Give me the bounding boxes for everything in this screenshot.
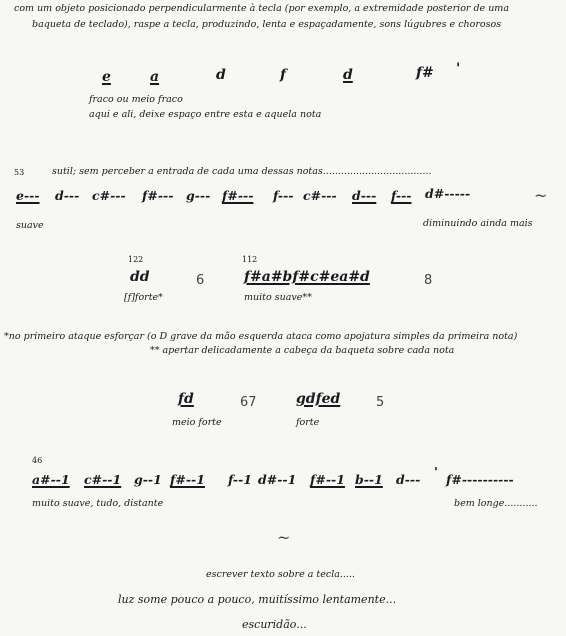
tilde-mark: ~ (277, 528, 291, 547)
dynamic-label: forte (296, 417, 320, 428)
repeat-count: 5 (376, 395, 385, 410)
ending-line-1: escrever texto sobre a tecla..... (206, 569, 355, 580)
note: d (343, 67, 353, 83)
note: d--- (55, 188, 80, 203)
repeat-count: 6 (196, 273, 205, 288)
note: f#--- (222, 188, 254, 203)
dynamic-label: muito suave, tudo, distante (32, 498, 164, 509)
note: f--1 (228, 472, 253, 487)
accent-mark: ' (456, 61, 461, 77)
measure-number: 53 (14, 168, 25, 177)
measure-number: 122 (128, 255, 144, 264)
note: f# (416, 65, 434, 81)
note: a#--1 (32, 472, 70, 487)
note: f#---------- (446, 472, 514, 487)
note: g--- (186, 188, 211, 203)
footnote-1: *no primeiro ataque esforçar (o D grave da mão esquerda ataca como apojatura simples da primeira nota) (4, 331, 518, 342)
footnote-2: ** apertar delicadamente a cabeça da baqueta sobre cada nota (150, 345, 455, 356)
note: d (216, 67, 226, 83)
chord: dd (130, 269, 150, 285)
instruction-text: sutil; sem perceber a entrada de cada uma dessas notas.................................... (52, 166, 432, 177)
note: c#--1 (84, 472, 122, 487)
note: c#--- (303, 188, 337, 203)
accent-mark: ' (434, 464, 438, 479)
ending-line-2: luz some pouco a pouco, muitíssimo lentamente... (118, 593, 397, 606)
repeat-count: 8 (424, 273, 433, 288)
intro-line-1: com um objeto posicionado perpendicularmente à tecla (por exemplo, a extremidade posterior de uma (14, 3, 509, 14)
note: f#--- (142, 188, 174, 203)
note: d#--1 (258, 472, 297, 487)
note: c#--- (92, 188, 126, 203)
dynamic-label: muito suave** (244, 292, 312, 303)
measure-number: 112 (242, 255, 258, 264)
chord: f#a#bf#c#ea#d (244, 269, 370, 285)
note: a (150, 69, 160, 85)
dynamic-label: fraco ou meio fraco (89, 94, 183, 105)
dynamic-label: [f]forte* (124, 292, 163, 303)
note: f--- (273, 188, 294, 203)
note: d--- (396, 472, 421, 487)
note: g--1 (134, 472, 162, 487)
intro-line-2: baqueta de teclado), raspe a tecla, produzindo, lenta e espaçadamente, sons lúgubres e chorosos (32, 19, 502, 30)
chord: gdfed (296, 391, 341, 407)
dynamic-label: meio forte (172, 417, 222, 428)
chord: fd (178, 391, 194, 407)
note: f--- (391, 188, 412, 203)
dynamic-label: bem longe........... (454, 498, 538, 509)
note: b--1 (355, 472, 383, 487)
dynamic-label: suave (16, 220, 44, 231)
note: f#--1 (310, 472, 345, 487)
tilde-mark: ~ (534, 186, 548, 205)
ending-line-3: escuridão... (242, 618, 307, 631)
repeat-count: 67 (240, 395, 257, 410)
note: f#--1 (170, 472, 205, 487)
note: e (102, 69, 111, 85)
measure-number: 46 (32, 456, 43, 465)
note: f (280, 67, 287, 83)
instruction-label: aqui e ali, deixe espaço entre esta e aquela nota (89, 109, 322, 120)
dynamic-label: diminuindo ainda mais (423, 218, 533, 229)
note: d#----- (425, 186, 471, 201)
note: e--- (16, 188, 40, 203)
note: d--- (352, 188, 377, 203)
